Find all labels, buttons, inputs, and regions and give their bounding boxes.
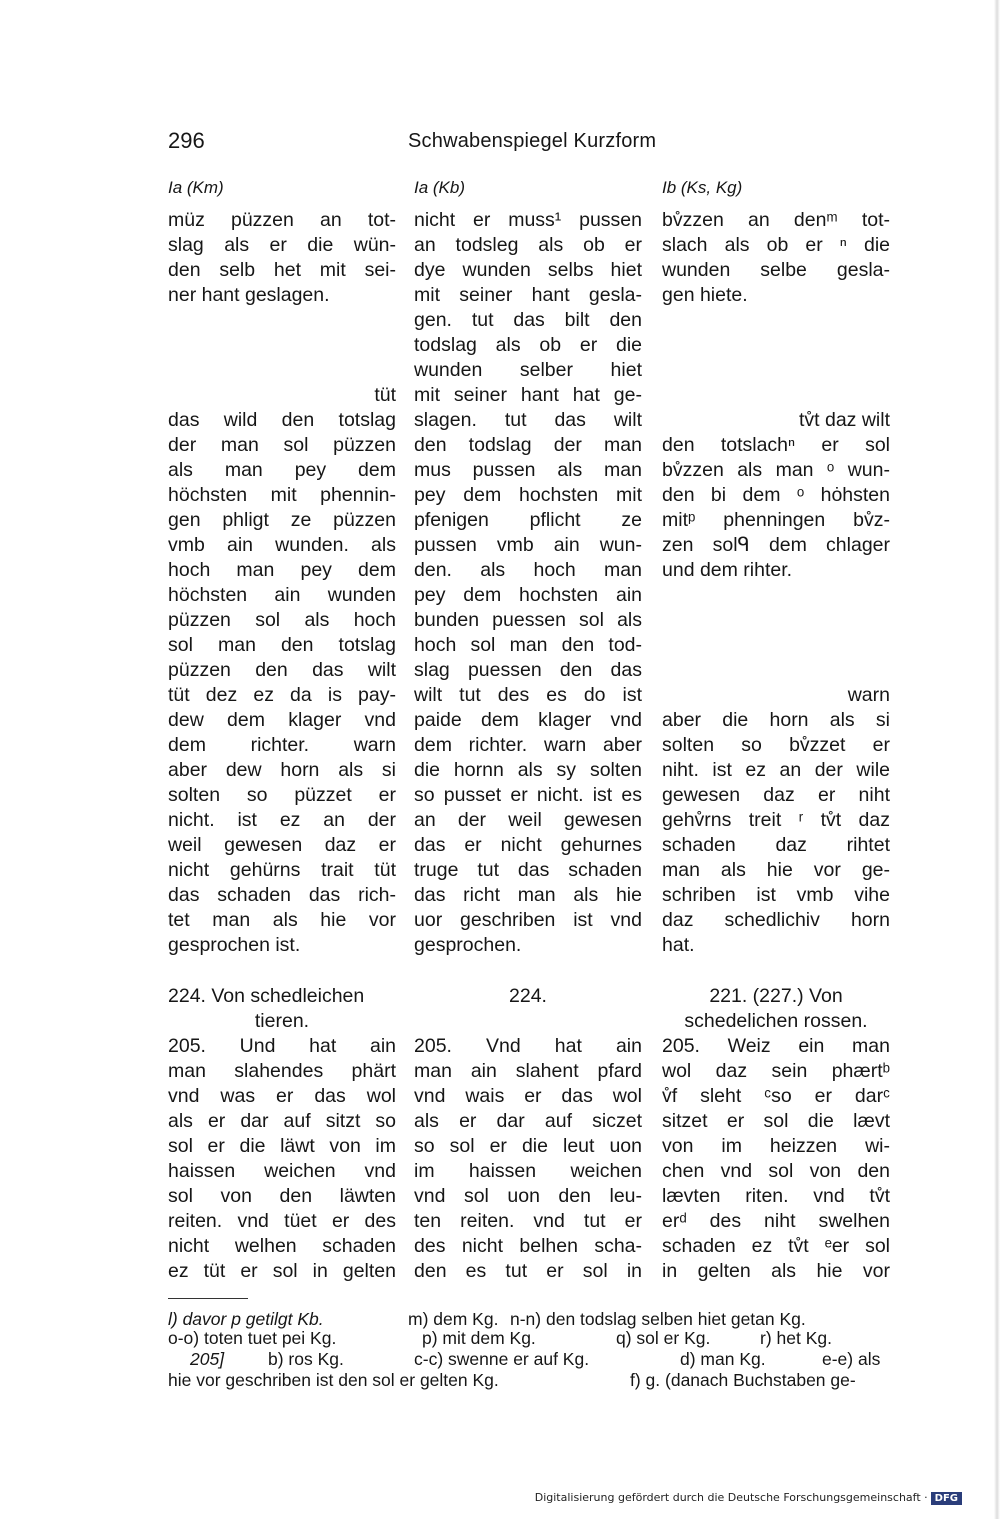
text-line: püzzen den das wilt	[168, 659, 396, 681]
text-line: bv̊zzen an denᵐ tot-	[662, 209, 890, 231]
text-line: der man sol püzzen	[168, 434, 396, 456]
text-line: höchsten ain wunden	[168, 584, 396, 606]
text-line: tv̊t daz wilt	[798, 409, 890, 431]
text-line: an todsleg als ob er	[414, 234, 642, 256]
column-heading: Ia (Kb)	[414, 178, 466, 197]
footnote-p: p) mit dem Kg.	[422, 1328, 536, 1348]
text-line: das wild den totslag	[168, 409, 396, 431]
text-line: solten so bv̊zzet er	[662, 734, 890, 756]
text-line: aber dew horn als si	[168, 759, 396, 781]
text-line: so pusset er nicht. ist es	[414, 784, 642, 806]
running-title: Schwabenspiegel Kurzform	[408, 130, 657, 152]
text-line: ner hant geslagen.	[168, 284, 330, 306]
text-line: als er dar auf sitzt so	[168, 1110, 396, 1132]
text-line: schriben ist vmb vihe	[662, 884, 890, 906]
text-line: wol daz sein phærtᵇ	[662, 1060, 890, 1082]
footnote-continuation: hie vor geschriben ist den sol er gelten Kg.	[168, 1370, 499, 1390]
text-line: gen hiete.	[662, 284, 748, 306]
text-line: gesprochen.	[414, 934, 522, 956]
text-line: die hornn als sy solten	[414, 759, 642, 781]
text-line: dew dem klager vnd	[168, 709, 396, 731]
text-line: 205. Und hat ain	[168, 1035, 396, 1057]
text-line: dye wunden selbs hiet	[414, 259, 642, 281]
text-line: tet man als hie vor	[168, 909, 396, 931]
text-line: gewesen daz er niht	[662, 784, 890, 806]
text-line: zen solᑫ dem chlager	[662, 534, 890, 556]
footnote-m: m) dem Kg.	[408, 1309, 499, 1329]
text-line: dem richter. warn	[168, 734, 396, 756]
text-line: wunden selber hiet	[414, 359, 642, 381]
text-line: dem richter. warn aber	[414, 734, 642, 756]
text-line: nicht gehürns trait tüt	[168, 859, 396, 881]
text-line: den totslachⁿ er sol	[662, 434, 890, 456]
credit-text: Digitalisierung gefördert durch die Deutsche Forschungsgemeinschaft ·	[534, 1491, 928, 1504]
section-heading: 221. (227.) Von	[709, 985, 843, 1007]
text-line: sol man den totslag	[168, 634, 396, 656]
footnote-e: e-e) als	[822, 1349, 881, 1369]
column-ib-ks-kg	[662, 0, 892, 1290]
column-heading: Ib (Ks, Kg)	[662, 178, 743, 197]
text-line: slag als er die wün-	[168, 234, 396, 256]
text-line: nicht welhen schaden	[168, 1235, 396, 1257]
text-line: das schaden das rich-	[168, 884, 396, 906]
text-line: chen vnd sol von den	[662, 1160, 890, 1182]
text-line: lævten riten. vnd tv̊t	[662, 1185, 890, 1207]
text-line: aber die horn als si	[662, 709, 890, 731]
footnote-r: r) het Kg.	[760, 1328, 832, 1348]
text-line: mit seiner hant gesla-	[414, 284, 642, 306]
footnote-q: q) sol er Kg.	[616, 1328, 711, 1348]
text-line: tüt	[374, 384, 396, 406]
text-line: pfenigen pflicht ze	[414, 509, 642, 531]
text-line: paide dem klager vnd	[414, 709, 642, 731]
column-heading: Ia (Km)	[168, 178, 224, 197]
text-line: so sol er die leut uon	[414, 1135, 642, 1157]
digitization-credit	[535, 1491, 962, 1505]
text-line: sol von den läwten	[168, 1185, 396, 1207]
text-line: mus pussen als man	[414, 459, 642, 481]
column-ia-kb	[414, 0, 642, 1290]
text-line: sitzet er sol die lævt	[662, 1110, 890, 1132]
text-line: als man pey dem	[168, 459, 396, 481]
text-line: gen. tut das bilt den	[414, 309, 642, 331]
text-line: hoch sol man den tod-	[414, 634, 642, 656]
text-line: weil gewesen daz er	[168, 834, 396, 856]
text-line: man als hie vor ge-	[662, 859, 890, 881]
text-line: vnd sol uon den leu-	[414, 1185, 642, 1207]
text-line: im haissen weichen	[414, 1160, 642, 1182]
text-line: gesprochen ist.	[168, 934, 301, 956]
text-line: ten reiten. vnd tut er	[414, 1210, 642, 1232]
text-line: nicht. ist ez an der	[168, 809, 396, 831]
text-line: gehv̊rns treit ʳ tv̊t daz	[662, 809, 890, 831]
text-line: vnd wais er das wol	[414, 1085, 642, 1107]
text-line: man ain slahent pfard	[414, 1060, 642, 1082]
dfg-logo: DFG	[931, 1492, 962, 1505]
text-line: niht. ist ez an der wile	[662, 759, 890, 781]
column-ia-km	[168, 0, 396, 1290]
text-line: vmb ain wunden. als	[168, 534, 396, 556]
footnote-f: f) g. (danach Buchstaben ge-	[630, 1370, 856, 1390]
text-line: wilt tut des es do ist	[414, 684, 642, 706]
text-line: vnd was er das wol	[168, 1085, 396, 1107]
text-line: 205. Vnd hat ain	[414, 1035, 642, 1057]
text-line: v̊f sleht ᶜso er darᶜ	[662, 1085, 890, 1107]
footnote-c: c-c) swenne er auf Kg.	[414, 1349, 590, 1369]
text-line: pey dem hochsten mit	[414, 484, 642, 506]
text-line: als er dar auf siczet	[414, 1110, 642, 1132]
text-line: mitᵖ phenningen bv̊z-	[662, 509, 890, 531]
text-line: schaden ez tv̊t ᵉer sol	[662, 1235, 890, 1257]
text-line: mit seiner hant hat ge-	[414, 384, 642, 406]
text-line: den. als hoch man	[414, 559, 642, 581]
footnote-section-205: 205]	[190, 1349, 225, 1369]
text-line: erᵈ des niht swelhen	[662, 1210, 890, 1232]
footnote-n: n-n) den todslag selben hiet getan Kg.	[510, 1309, 806, 1329]
text-line: püzzen sol als hoch	[168, 609, 396, 631]
text-line: man slahendes phärt	[168, 1060, 396, 1082]
text-line: von im heizzen wi-	[662, 1135, 890, 1157]
text-line: solten so püzzet er	[168, 784, 396, 806]
footnote-l: l) davor p getilgt Kb.	[168, 1309, 324, 1329]
text-line: höchsten mit phennin-	[168, 484, 396, 506]
text-line: nicht er muss¹ pussen	[414, 209, 642, 231]
text-line: schaden daz rihtet	[662, 834, 890, 856]
text-line: ez tüt er sol in gelten	[168, 1260, 396, 1282]
text-line: hoch man pey dem	[168, 559, 396, 581]
text-line: das richt man als hie	[414, 884, 642, 906]
text-line: haissen weichen vnd	[168, 1160, 396, 1182]
text-line: das er nicht gehurnes	[414, 834, 642, 856]
page-number: 296	[168, 128, 205, 153]
text-line: den bi dem ᵒ hȯhsten	[662, 484, 890, 506]
text-line: slag puessen den das	[414, 659, 642, 681]
page-edge-shadow	[994, 0, 1000, 1519]
section-heading-cont: tieren.	[254, 1010, 310, 1032]
text-line: 205. Weiz ein man	[662, 1035, 890, 1057]
footnote-rule	[168, 1298, 248, 1299]
footnote-o: o-o) toten tuet pei Kg.	[168, 1328, 337, 1348]
text-line: und dem rihter.	[662, 559, 793, 581]
text-line: daz schedlichiv horn	[662, 909, 890, 931]
text-line: an der weil gewesen	[414, 809, 642, 831]
text-line: slach als ob er ⁿ die	[662, 234, 890, 256]
text-line: des nicht belhen scha-	[414, 1235, 642, 1257]
footnote-b: b) ros Kg.	[268, 1349, 344, 1369]
section-heading-cont: schedelichen rossen.	[684, 1010, 868, 1032]
section-heading: 224. Von schedleichen	[168, 985, 365, 1007]
text-line: sol er die läwt von im	[168, 1135, 396, 1157]
text-line: pey dem hochsten ain	[414, 584, 642, 606]
text-line: hat.	[662, 934, 695, 956]
text-line: pussen vmb ain wun-	[414, 534, 642, 556]
text-line: wunden selbe gesla-	[662, 259, 890, 281]
text-line: slagen. tut das wilt	[414, 409, 642, 431]
footnote-d: d) man Kg.	[680, 1349, 766, 1369]
text-line: uor geschriben ist vnd	[414, 909, 642, 931]
text-line: bunden puessen sol als	[414, 609, 642, 631]
text-line: gen phligt ze püzzen	[168, 509, 396, 531]
text-line: in gelten als hie vor	[662, 1260, 890, 1282]
text-line: müz püzzen an tot-	[168, 209, 396, 231]
text-line: den selb het mit sei-	[168, 259, 396, 281]
text-line: den es tut er sol in	[414, 1260, 642, 1282]
text-line: todslag als ob er die	[414, 334, 642, 356]
section-heading: 224.	[509, 985, 547, 1007]
text-line: truge tut das schaden	[414, 859, 642, 881]
text-line: den todslag der man	[414, 434, 642, 456]
text-line: tüt dez ez da is pay-	[168, 684, 396, 706]
text-line: reiten. vnd tüet er des	[168, 1210, 396, 1232]
text-line: bv̊zzen als man ᵒ wun-	[662, 459, 890, 481]
text-line: warn	[847, 684, 890, 706]
